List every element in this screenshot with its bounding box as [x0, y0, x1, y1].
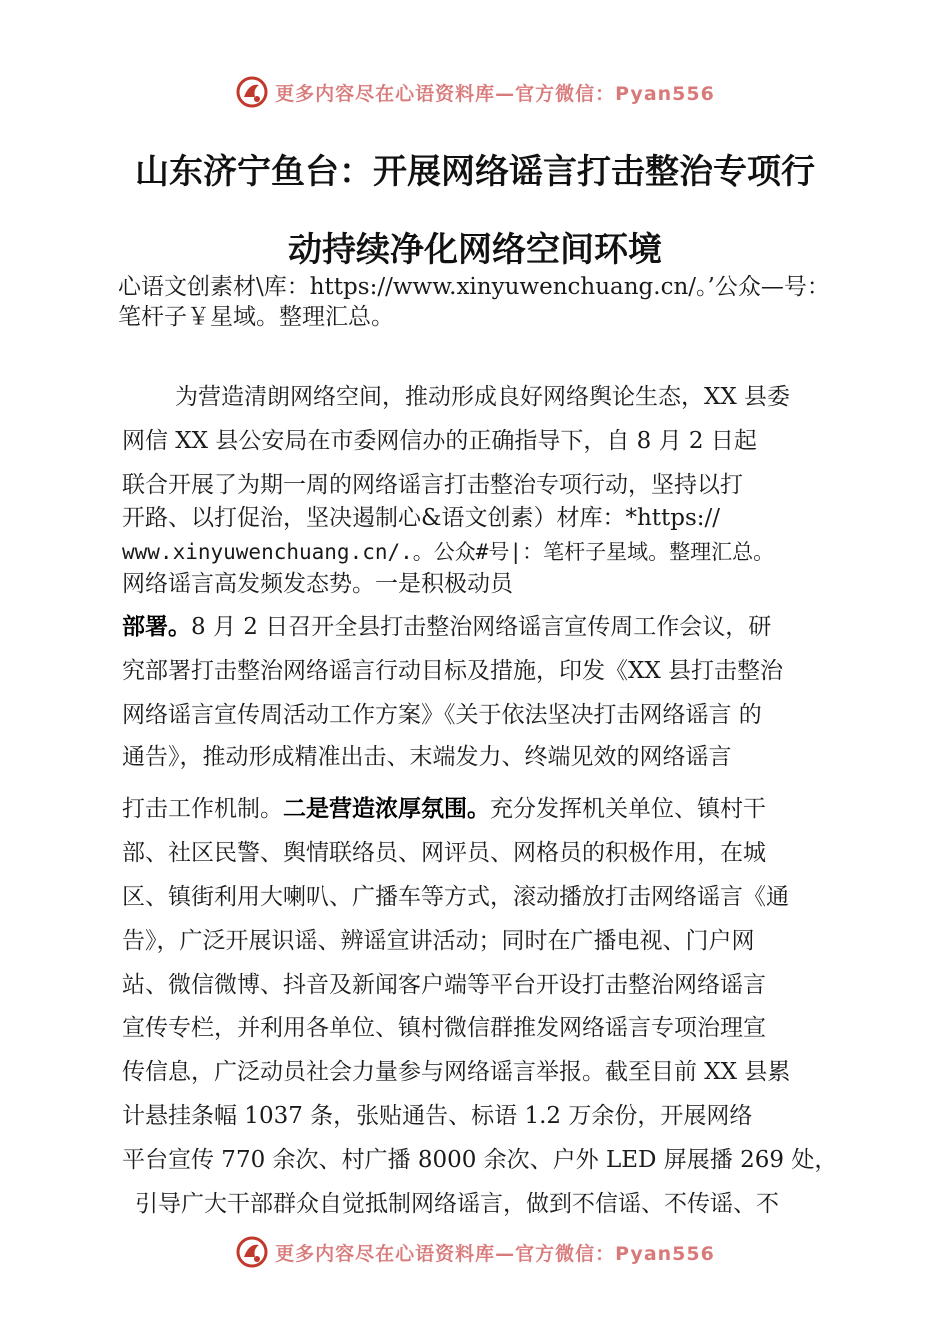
para3-bold-heading: 二是营造浓厚氛围。	[283, 796, 490, 822]
para1-line: 为营造清朗网络空间，推动形成良好网络舆论生态，XX 县委	[175, 384, 791, 410]
source-line-2: 笔杆子￥星域。整理汇总。	[118, 304, 394, 330]
para3-line: 传信息，广泛动员社会力量参与网络谣言举报。截至目前 XX 县累	[122, 1059, 791, 1085]
document-title-line-2: 动持续净化网络空间环境	[288, 230, 662, 270]
para3-line: 站、微信微博、抖音及新闻客户端等平台开设打击整治网络谣言	[122, 972, 766, 998]
para1-line: 网信 XX 县公安局在市委网信办的正确指导下，自 8 月 2 日起	[122, 428, 757, 454]
para3-line: 宣传专栏，并利用各单位、镇村微信群推发网络谣言专项治理宣	[122, 1015, 766, 1041]
para3-line: 计悬挂条幅 1037 条，张贴通告、标语 1.2 万余份，开展网络	[122, 1103, 753, 1129]
para2-line: 8 月 2 日召开全县打击整治网络谣言宣传周工作会议，研	[191, 614, 772, 640]
watermark-text: 更多内容尽在心语资料库—官方微信：Pyan556	[275, 1242, 715, 1265]
para3-line: 部、社区民警、舆情联络员、网评员、网格员的积极作用，在城	[122, 840, 766, 866]
para3-line: 充分发挥机关单位、镇村干	[490, 796, 766, 822]
ink-seal-logo-icon	[235, 1235, 269, 1269]
para1-line: 开路、以打促治，坚决遏制心&语文创素）材库：*https://	[122, 505, 721, 531]
para3-line: 平台宣传 770 余次、村广播 8000 余次、户外 LED 屏展播 269 处，	[122, 1147, 838, 1173]
para1-line: www.xinyuwenchuang.cn/.。公众#号|：笔杆子星域。整理汇总。	[122, 540, 775, 564]
para1-line: 联合开展了为期一周的网络谣言打击整治专项行动，坚持以打	[122, 472, 743, 498]
para3-lead: 打击工作机制。	[122, 796, 283, 822]
para2-first-line	[122, 612, 771, 642]
watermark-text: 更多内容尽在心语资料库—官方微信：Pyan556	[275, 82, 715, 105]
watermark-banner-bottom	[0, 1232, 950, 1272]
watermark-banner-top	[0, 72, 950, 112]
para2-line: 网络谣言宣传周活动工作方案》《关于依法坚决打击网络谣言 的	[122, 702, 762, 728]
para3-line: 区、镇街利用大喇叭、广播车等方式，滚动播放打击网络谣言《通	[122, 884, 789, 910]
ink-seal-logo-icon	[235, 75, 269, 109]
para3-line: 引导广大干部群众自觉抵制网络谣言，做到不信谣、不传谣、不	[135, 1191, 779, 1217]
para2-line: 究部署打击整治网络谣言行动目标及措施，印发《XX 县打击整治	[122, 658, 784, 684]
para2-bold-lead: 部署。	[122, 614, 191, 640]
para3-line: 告》，广泛开展识谣、辨谣宣讲活动；同时在广播电视、门户网	[122, 928, 755, 954]
para3-first-line	[122, 794, 766, 824]
para2-line: 通告》，推动形成精准出击、末端发力、终端见效的网络谣言	[122, 744, 732, 770]
para1-line: 网络谣言高发频发态势。一是积极动员	[122, 571, 513, 597]
document-title-line-1: 山东济宁鱼台：开展网络谣言打击整治专项行	[135, 152, 815, 192]
source-line-1: 心语文创素材\库：https://www.xinyuwenchuang.cn/。’公众—号：	[118, 274, 830, 300]
